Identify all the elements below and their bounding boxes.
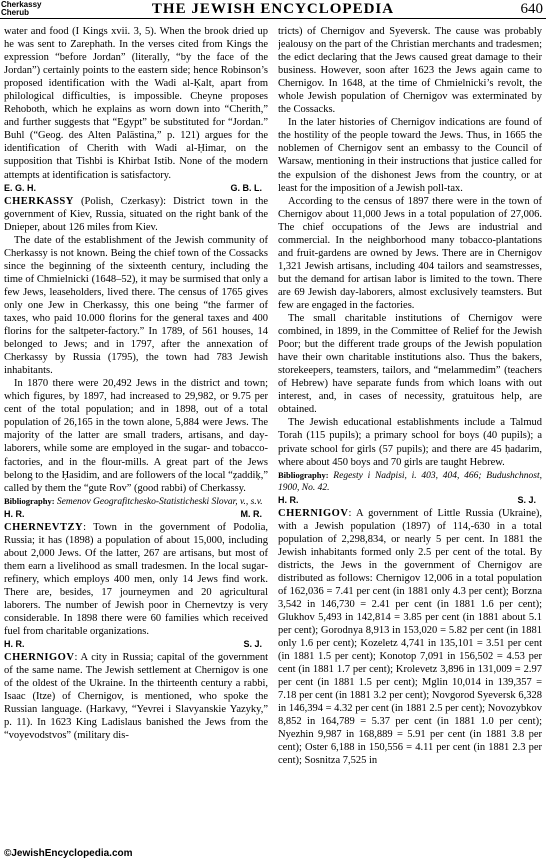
running-head-bottom: Cherub: [1, 8, 29, 17]
entry-heading-cherkassy: CHERKASSY: [4, 195, 74, 207]
bibliography-label: Bibliography:: [4, 495, 55, 506]
bibliography-text: Regesty i Nadpisi, i. 403, 404, 466; Budushchnost, 1900, No. 42.: [278, 470, 542, 493]
signature-left: E. G. H.: [4, 182, 37, 193]
cherkassy-bibliography: [4, 495, 268, 508]
signature-chernigov-city: [278, 494, 542, 507]
copyright-credit: ©JewishEncyclopedia.com: [4, 848, 133, 859]
cherkassy-entry: [4, 195, 268, 234]
cherkassy-paragraph-2: The date of the establishment of the Jewish community of Cherkassy is not known. Being the chief town of the Cossacks since the beginning of the sixteenth century, including the time of Chmielnicki (1648–52), it may be surmised that only a few Jews, leaseholders, lived there. The census of 1765 gives only one Jew in Cherkassy, this one being “the farmer of taxes, who paid 10.000 florins for the general taxes and 400 florins for the saltpeter-factory.” In 1789, of 561 houses, 14 belonged to Jews; and in 1797, after the annexation of Cherkassy by Russia (1795), the town had 783 Jewish inhabitants.: [4, 234, 268, 377]
chernigov-government-text: : A government of Little Russia (Ukraine), with a Jewish population (1897) of 114,-630 in a total population of 2,298,834, or nearly 5 per cent. In 1881 the Jewish inhabitants formed only 2.5 per cent of the total. By districts, the Jews in the government of Chernigov are distributed as follows: Chernigov 12,006 in a total population of 162,036 = 7.41 per cent (in 1881 only 4.3 per cent); Borzna 3,542 in 146,730 = 2.41 per cent (in 1881 1.6 per cent); Glukhov 5,493 in 142,814 = 3.85 per cent (in 1881 about 5.1 per cent); Gorodnya 8,913 in 153,020 = 5.82 per cent (in 1881 only 1.6 per cent); Kozeletz 4,741 in 135,101 = 3.51 per cent (in 1881 1.5 per cent); Konotop 7,091 in 156,502 = 4.53 per cent (in 1881 1.7 per cent); Krolevetz 3,896 in 131,009 = 2.97 per cent (in 1881 1.5 per cent); Mglin 10,014 in 139,357 = 7.18 per cent (in 1881 3.2 per cent); Novgorod Syeversk 6,328 in 146,394 = 4.32 per cent (in 1881 2.5 per cent); Novozybkov 8,852 in 164,789 = 5.37 per cent (in 1881 1.0 per cent); Nyezhin 9,987 in 168,889 = 5.91 per cent (in 1881 3.8 per cent); Oster 6,188 in 150,556 = 4.11 per cent (in 1881 2.3 per cent); Sosnitza 7,525 in: [278, 507, 542, 767]
signature-right: G. B. L.: [230, 182, 262, 193]
chernevtzy-text: : Town in the government of Podolia, Russia; it has (1898) a population of about 15,000, including about 2,000 Jews. Of the latter, 267 are artisans, but most of them earn a livelihood as small tradesmen. In the local sugar-refinery, which employs 400 men, only 14 Jews find work. There are, besides, 17 journeymen and 20 agricultural laborers. The number of Jewish poor in Chernevtzy is very considerable. In 1898 there were 60 families which received fuel from charitable organizations.: [4, 521, 268, 638]
chernigov-city-text: : A city in Russia; capital of the government of the same name. The Jewish settlement at Chernigov is one of the oldest of the Ukraine. In the thirteenth century a rabbi, Isaac (Itze) of Chernigov, is mentioned, who spoke the Russian language. (Harkavy, “Yevrei i Slavyanskie Yazyky,” p. 11). In 1623 King Ladislaus banished the Jews from the “voyevodstvos” (military dis-: [4, 652, 268, 742]
signature-right: S. J.: [243, 639, 262, 650]
cherkassy-intro: (Polish, Czerkasy): District town in the government of Kiev, Russia, situated on the right bank of the Dnieper, about 126 miles from Kiev.: [4, 195, 268, 233]
chernigov-education: The Jewish educational establishments include a Talmud Torah (115 pupils); a primary school for boys (40 pupils); a private school for girls (57 pupils); and there are 45 ḥadarim, where about 450 boys and 70 girls are taught Hebrew.: [278, 417, 542, 468]
page-header: [0, 0, 546, 19]
signature-left: H. R.: [4, 508, 25, 519]
entry-heading-chernigov-government: CHERNIGOV: [278, 507, 349, 519]
bibliography-text: Semenov Geografitchesko-Statisticheski Slovar, v., s.v.: [54, 496, 263, 507]
running-head: [1, 1, 41, 17]
signature-left: H. R.: [4, 639, 25, 650]
cherkassy-paragraph-3: In 1870 there were 20,492 Jews in the district and town; which figures, by 1897, had increased to 29,982, or 9.75 per cent of the total population; and in 1898, out of a total population of 26,165 in the town alone, 5,884 were Jews. The majority of the latter are small traders, artisans, and day-laborers, while some are employed in the sugar- and tobacco-factories, and in the flour-mills. A great part of the Jews belong to the Ḥasidim, and are followers of the local “ẓaddiḳ,” called by them the “gute Rov” (good rabbi) of Cherkassy.: [4, 378, 268, 494]
chernigov-city-continuation: tricts) of Chernigov and Syeversk. The cause was probably jealousy on the part of the Christian merchants and tradesmen; the edict declaring that the Jews caused great damage to their business. However, soon after 1623 the Jews again came to Chernigov. In 1648, at the time of Chmielnicki’s revolt, the whole Jewish population of Chernigov was exterminated by the Cossacks.: [278, 26, 542, 116]
cherith-continuation: water and food (I Kings xvii. 3, 5). When the brook dried up he was sent to Zarephath. In the verses cited from Kings the expression “before Jordan” (literally, “by the face of the Jordan”) certainly points to the eastern side; hence Robinson’s proposed identification with the Wadi al-Ḳalt, apart from philological difficulties, is impossible. Cheyne proposes Rehoboth, which he explains as worn down into “Cherith,” and further suggests that “Egypt” be substituted for “Jordan.” Buhl (“Geog. des Alten Palästina,” p. 121) argues for the identification of Cherith with Wadi al-Ḥimar, on the supposition that Tishbi is Khirbat Istib. None of the modern attempts at identification is satisfactory.: [4, 26, 268, 181]
chernigov-city-entry: [4, 651, 268, 742]
signature-right: M. R.: [240, 508, 262, 519]
chernigov-government-entry: [278, 507, 542, 768]
signature-cherkassy: [4, 508, 268, 521]
signature-right: S. J.: [517, 494, 536, 505]
journal-title: THE JEWISH ENCYCLOPEDIA: [151, 1, 395, 17]
chernigov-charity: The small charitable institutions of Chernigov were combined, in 1899, in the Committee of Relief for the Jewish Poor; but the different trade groups of the Jewish population have their own charitable institutions also. Thus the bakers, storekeepers, teamsters, tailors, and “melammedim” (teachers of Hebrew) have separate funds from which loans with out interest, and, in cases of necessity, gratuitous help, are obtained.: [278, 313, 542, 416]
chernigov-census: According to the census of 1897 there were in the town of Chernigov about 11,000 Jews in a total population of 27,006. The chief occupations of the Jews are industrial and commercial. In the neighborhood many tobacco-plantations and fruit-gardens are owned by Jews. There are in Chernigov 1,321 Jewish artisans, including 404 tailors and seamstresses, but the demand for artisan labor is limited to the town. There are 69 Jewish day-laborers, almost exclusively teamsters. But few are engaged in the factories.: [278, 195, 542, 311]
left-column: [4, 25, 268, 847]
entry-heading-chernigov-city: CHERNIGOV: [4, 652, 75, 664]
running-head-top: Cherkassy: [1, 0, 42, 9]
bibliography-label: Bibliography:: [278, 469, 329, 480]
right-column: [278, 25, 542, 847]
signature-cherith: [4, 182, 268, 195]
signature-left: H. R.: [278, 494, 299, 505]
signature-chernevtzy: [4, 638, 268, 651]
entry-heading-chernevtzy: CHERNEVTZY: [4, 521, 84, 533]
page-number: 640: [520, 1, 543, 17]
chernevtzy-entry: [4, 521, 268, 638]
chernigov-later-history: In the later histories of Chernigov indications are found of the hostility of the people toward the Jews. Thus, in 1665 the noblemen of Chernigov sent an embassy to the Council of Warsaw, mentioning in their instructions that justice called for the expulsion of the dishonest Jews from the country, or at least for the imposition of a Jewish poll-tax.: [278, 117, 542, 194]
chernigov-bibliography: [278, 469, 542, 494]
